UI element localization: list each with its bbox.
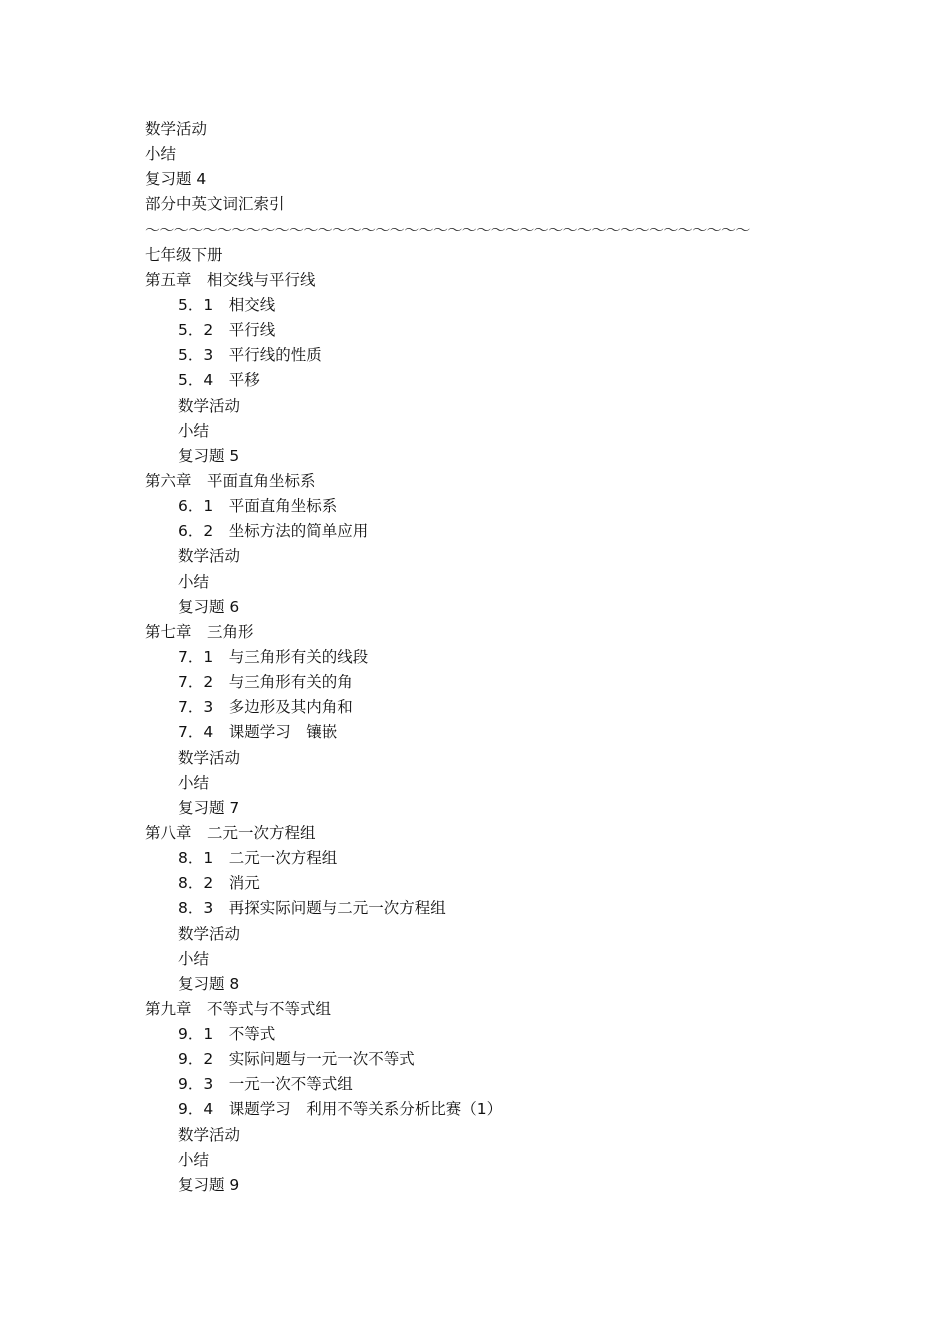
chapter-title: 第八章 二元一次方程组 [145, 823, 316, 842]
chapter-title: 第五章 相交线与平行线 [145, 270, 316, 289]
toc-item: 9．2 实际问题与一元一次不等式 [178, 1050, 415, 1069]
toc-item: 复习题 7 [178, 798, 240, 817]
toc-item: 7．3 多边形及其内角和 [178, 698, 353, 717]
chapter-title: 第七章 三角形 [145, 622, 254, 641]
toc-item: 7．1 与三角形有关的线段 [178, 647, 369, 666]
toc-line: 数学活动 [145, 120, 208, 138]
toc-item: 数学活动 [178, 924, 241, 943]
toc-item: 8．2 消元 [178, 874, 260, 893]
toc-item: 8．3 再探实际问题与二元一次方程组 [178, 899, 446, 918]
table-of-contents [145, 117, 905, 1198]
toc-item: 8．1 二元一次方程组 [178, 849, 338, 868]
toc-item: 9．3 一元一次不等式组 [178, 1075, 353, 1094]
toc-line: 复习题 4 [145, 170, 207, 189]
toc-item: 数学活动 [178, 396, 241, 415]
toc-item: 数学活动 [178, 547, 241, 566]
toc-item: 小结 [178, 572, 210, 591]
toc-item: 复习题 9 [178, 1175, 240, 1194]
toc-item: 复习题 6 [178, 597, 240, 616]
toc-item: 复习题 5 [178, 446, 240, 465]
toc-item: 5．2 平行线 [178, 321, 276, 340]
toc-item: 9．4 课题学习 利用不等关系分析比赛（1） [178, 1100, 503, 1119]
book-title: 七年级下册 [145, 245, 223, 264]
toc-line: 小结 [145, 145, 177, 164]
toc-item: 6．2 坐标方法的简单应用 [178, 522, 369, 541]
toc-item: 9．1 不等式 [178, 1025, 276, 1044]
toc-item: 7．2 与三角形有关的角 [178, 673, 353, 692]
toc-line: 部分中英文词汇索引 [145, 195, 285, 214]
wave-divider: ～～～～～～～～～～～～～～～～～～～～～～～～～～～～～～～～～～～～～～～～～～ [145, 220, 750, 239]
chapter-title: 第九章 不等式与不等式组 [145, 999, 332, 1018]
toc-item: 小结 [178, 1150, 210, 1169]
toc-item: 5．1 相交线 [178, 295, 276, 314]
toc-item: 小结 [178, 421, 210, 440]
toc-item: 6．1 平面直角坐标系 [178, 497, 338, 516]
toc-item: 复习题 8 [178, 974, 240, 993]
toc-item: 数学活动 [178, 1125, 241, 1144]
toc-item: 5．4 平移 [178, 371, 260, 390]
toc-item: 7．4 课题学习 镶嵌 [178, 723, 338, 742]
toc-item: 小结 [178, 949, 210, 968]
chapter-title: 第六章 平面直角坐标系 [145, 471, 316, 490]
toc-item: 5．3 平行线的性质 [178, 346, 322, 365]
toc-item: 数学活动 [178, 748, 241, 767]
toc-item: 小结 [178, 773, 210, 792]
